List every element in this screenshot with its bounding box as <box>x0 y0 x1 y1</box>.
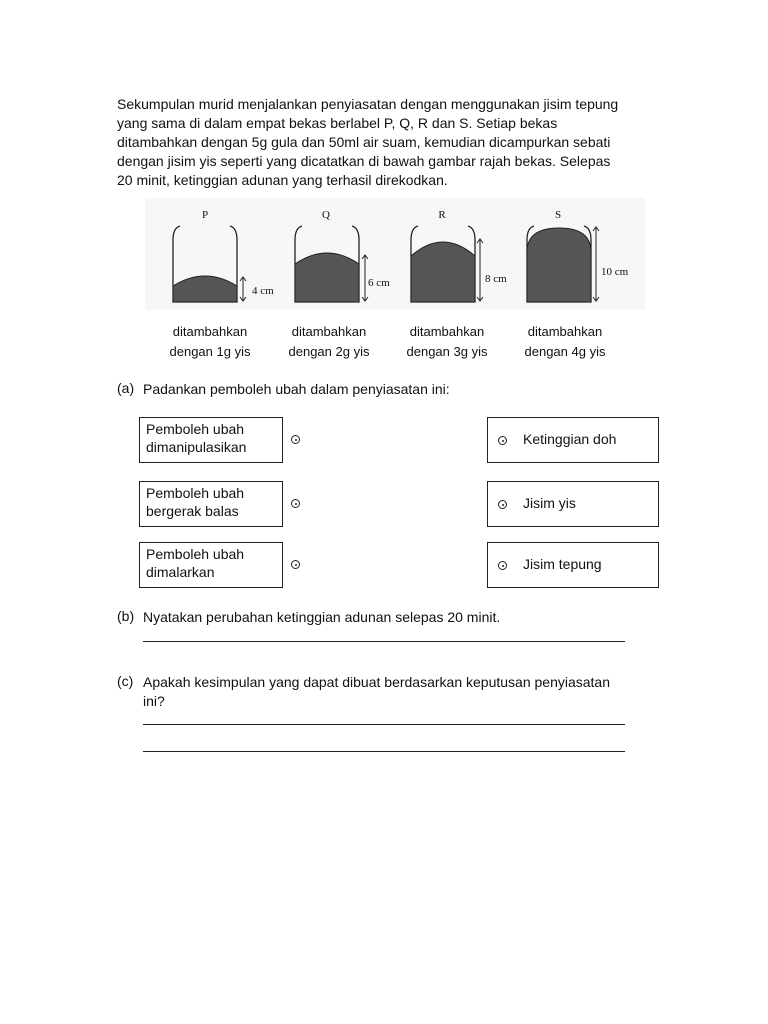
container-label: R <box>438 209 446 221</box>
variable-box-manipulated <box>139 417 283 463</box>
intro-line: 20 minit, ketinggian adunan yang terhasil direkodkan. <box>117 172 448 188</box>
height-label: 10 cm <box>601 266 629 278</box>
container-caption-p <box>155 322 265 362</box>
answer-box-flour-mass <box>487 542 659 588</box>
question-c-label: (c) <box>117 673 134 689</box>
container-caption-s <box>510 322 620 362</box>
box-line: bergerak balas <box>146 503 239 519</box>
caption-line: ditambahkan <box>291 324 367 339</box>
answer-line-b[interactable] <box>143 641 625 642</box>
box-line: Pemboleh ubah <box>146 421 245 437</box>
question-a-text: Padankan pemboleh ubah dalam penyiasatan ini: <box>143 381 450 397</box>
caption-line: dengan 3g yis <box>406 344 488 359</box>
match-dot-left-1[interactable] <box>291 435 300 444</box>
box-line: dimanipulasikan <box>146 439 247 455</box>
intro-line: ditambahkan dengan 5g gula dan 50ml air suam, kemudian dicampurkan sebati <box>117 134 611 150</box>
container-label: S <box>554 209 562 221</box>
question-c-text <box>143 673 610 711</box>
caption-line: ditambahkan <box>409 324 485 339</box>
question-c-line: Apakah kesimpulan yang dapat dibuat berdasarkan keputusan penyiasatan <box>143 674 610 690</box>
variable-box-responding <box>139 481 283 527</box>
container-s <box>527 209 629 302</box>
question-a-label: (a) <box>117 380 135 396</box>
container-diagram-svg <box>145 198 645 310</box>
match-dot-right-3[interactable] <box>498 561 507 570</box>
container-caption-q <box>274 322 384 362</box>
answer-box-dough-height <box>487 417 659 463</box>
match-dot-left-3[interactable] <box>291 560 300 569</box>
container-label: Q <box>322 209 330 221</box>
height-label: 6 cm <box>368 277 390 289</box>
container-p <box>173 209 274 302</box>
match-dot-right-1[interactable] <box>498 436 507 445</box>
answer-box-label: Ketinggian doh <box>523 431 617 447</box>
question-b-label: (b) <box>117 608 135 624</box>
container-r <box>411 209 507 302</box>
container-label: P <box>201 209 209 221</box>
intro-line: yang sama di dalam empat bekas berlabel P, Q, R dan S. Setiap bekas <box>117 115 558 131</box>
answer-box-label: Jisim tepung <box>523 556 602 572</box>
match-dot-right-2[interactable] <box>498 500 507 509</box>
container-q <box>295 209 390 302</box>
match-dot-left-2[interactable] <box>291 499 300 508</box>
answer-line-c-1[interactable] <box>143 724 625 725</box>
answer-box-yeast-mass <box>487 481 659 527</box>
box-line: Pemboleh ubah <box>146 546 245 562</box>
container-diagram <box>145 198 645 310</box>
caption-line: dengan 4g yis <box>524 344 606 359</box>
caption-line: ditambahkan <box>172 324 248 339</box>
caption-line: ditambahkan <box>527 324 603 339</box>
container-caption-r <box>392 322 502 362</box>
intro-line: dengan jisim yis seperti yang dicatatkan di bawah gambar rajah bekas. Selepas <box>117 153 611 169</box>
box-line: dimalarkan <box>146 564 215 580</box>
question-b-text: Nyatakan perubahan ketinggian adunan selepas 20 minit. <box>143 609 501 625</box>
height-label: 8 cm <box>485 273 507 285</box>
box-line: Pemboleh ubah <box>146 485 245 501</box>
height-label: 4 cm <box>252 285 274 297</box>
intro-paragraph <box>117 95 647 190</box>
answer-line-c-2[interactable] <box>143 751 625 752</box>
question-c-line: ini? <box>143 693 165 709</box>
intro-line: Sekumpulan murid menjalankan penyiasatan dengan menggunakan jisim tepung <box>117 96 619 112</box>
variable-box-constant <box>139 542 283 588</box>
answer-box-label: Jisim yis <box>523 495 576 511</box>
caption-line: dengan 1g yis <box>169 344 251 359</box>
caption-line: dengan 2g yis <box>288 344 370 359</box>
